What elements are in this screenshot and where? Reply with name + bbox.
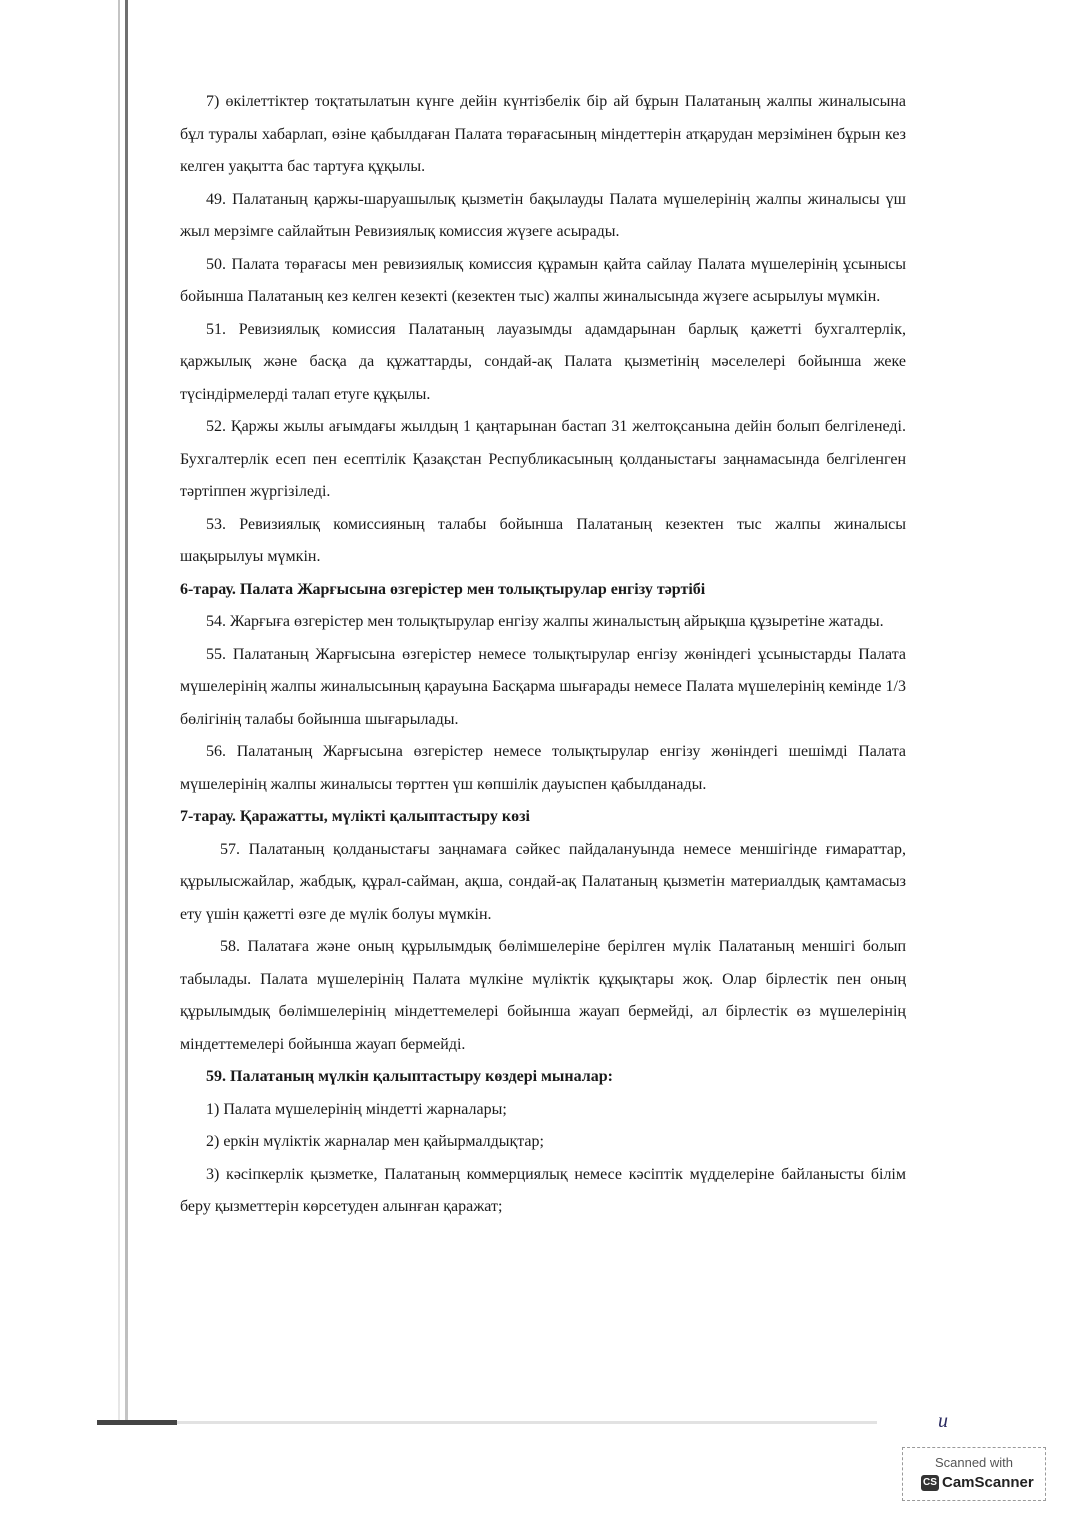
scan-bottom-mark — [97, 1420, 177, 1425]
scan-edge-shadow — [118, 0, 120, 1425]
paragraph-52: 52. Қаржы жылы ағымдағы жылдың 1 қаңтарынан бастап 31 желтоқсанына дейін болып белгіленеді. Бухгалтерлік есеп пен есептілік Қазақстан Республикасының қолданыстағы заңнамасында белгіленген тәртіппен жүргізіледі. — [180, 418, 906, 500]
scan-bottom-shadow — [177, 1421, 877, 1424]
handwritten-page-mark: и — [938, 1410, 948, 1432]
paragraph-59-heading: 59. Палатаның мүлкін қалыптастыру көздері мыналар: — [206, 1068, 613, 1085]
camscanner-watermark — [902, 1447, 1046, 1501]
paragraph-7: 7) өкілеттіктер тоқтатылатын күнге дейін күнтізбелік бір ай бұрын Палатаның жалпы жиналысына бұл туралы хабарлап, өзіне қабылдаған Палата төрағасының міндеттерін атқарудан мерзімінен бұрын кез келген уақытта бас тартуға құқылы. — [180, 93, 906, 175]
document-body — [180, 86, 906, 1224]
list-item-1: 1) Палата мүшелерінің міндетті жарналары; — [206, 1100, 507, 1118]
paragraph-57: 57. Палатаның қолданыстағы заңнамаға сәйкес пайдалануында немесе меншігінде ғимараттар, құрылысжайлар, жабдық, құрал-сайман, ақша, сондай-ақ Палатаның қызметін материалдық қамтамасыз ету үшін қажетті өзге де мүлік болуы мүмкін. — [180, 840, 906, 923]
paragraph-49: 49. Палатаның қаржы-шаруашылық қызметін бақылауды Палата мүшелерінің жалпы жиналысы үш жыл мерзімге сайлайтын Ревизиялық комиссия жүзеге асырады. — [180, 190, 906, 240]
paragraph-54: 54. Жарғыға өзгерістер мен толықтырулар енгізу жалпы жиналыстың айрықша құзыретіне жатады. — [206, 613, 884, 630]
list-item-3: 3) кәсіпкерлік қызметке, Палатаның коммерциялық немесе кәсіптік мүдделеріне байланысты білім беру қызметтерін көрсетуден алынған қаражат; — [180, 1165, 906, 1215]
paragraph-55: 55. Палатаның Жарғысына өзгерістер немесе толықтырулар енгізу жөніндегі ұсыныстарды Палата мүшелерінің жалпы жиналысының қарауына Басқарма шығарады немесе Палата мүшелерінің кемінде 1/3 бөлігінің талабы бойынша шығарылады. — [180, 645, 906, 728]
paragraph-53: 53. Ревизиялық комиссияның талабы бойынша Палатаның кезектен тыс жалпы жиналысы шақырылуы мүмкін. — [180, 515, 906, 565]
camscanner-logo-icon: CS — [921, 1475, 939, 1491]
watermark-caption: Scanned with — [934, 1455, 1014, 1470]
paragraph-51: 51. Ревизиялық комиссия Палатаның лауазымды адамдарынан барлық қажетті бухгалтерлік, қаржылық және басқа да құжаттарды, сондай-ақ Палата қызметінің мәселелері бойынша жеке түсіндірмелерді талап етуге құқылы. — [180, 320, 906, 403]
paragraph-56: 56. Палатаның Жарғысына өзгерістер немесе толықтырулар енгізу жөніндегі шешімді Палата мүшелерінің жалпы жиналысы төрттен үш көпшілік дауыспен қабылданады. — [180, 743, 906, 793]
watermark-brand: CamScanner — [942, 1474, 1034, 1491]
paragraph-50: 50. Палата төрағасы мен ревизиялық комиссия құрамын қайта сайлау Палата мүшелерінің ұсынысы бойынша Палатаның кез келген кезекті (кезектен тыс) жалпы жиналысында жүзеге асырылуы мүмкін. — [180, 255, 906, 305]
paragraph-58: 58. Палатаға және оның құрылымдық бөлімшелеріне берілген мүлік Палатаның меншігі болып табылады. Палата мүшелерінің Палата мүлкіне мүліктік құқықтары жоқ. Олар бірлестік пен оның құрылымдық бөлімшелерінің міндеттемелері бойынша жауап бермейді, ал бірлестік өз мүшелерінің міндеттемелері бойынша жауап бермейді. — [180, 938, 906, 1053]
scan-edge — [125, 0, 128, 1425]
list-item-2: 2) еркін мүліктік жарналар мен қайырмалдықтар; — [206, 1133, 544, 1150]
chapter-7-heading: 7-тарау. Қаражатты, мүлікті қалыптастыру көзі — [180, 808, 530, 825]
chapter-6-heading: 6-тарау. Палата Жарғысына өзгерістер мен толықтырулар енгізу тәртібі — [180, 580, 706, 598]
